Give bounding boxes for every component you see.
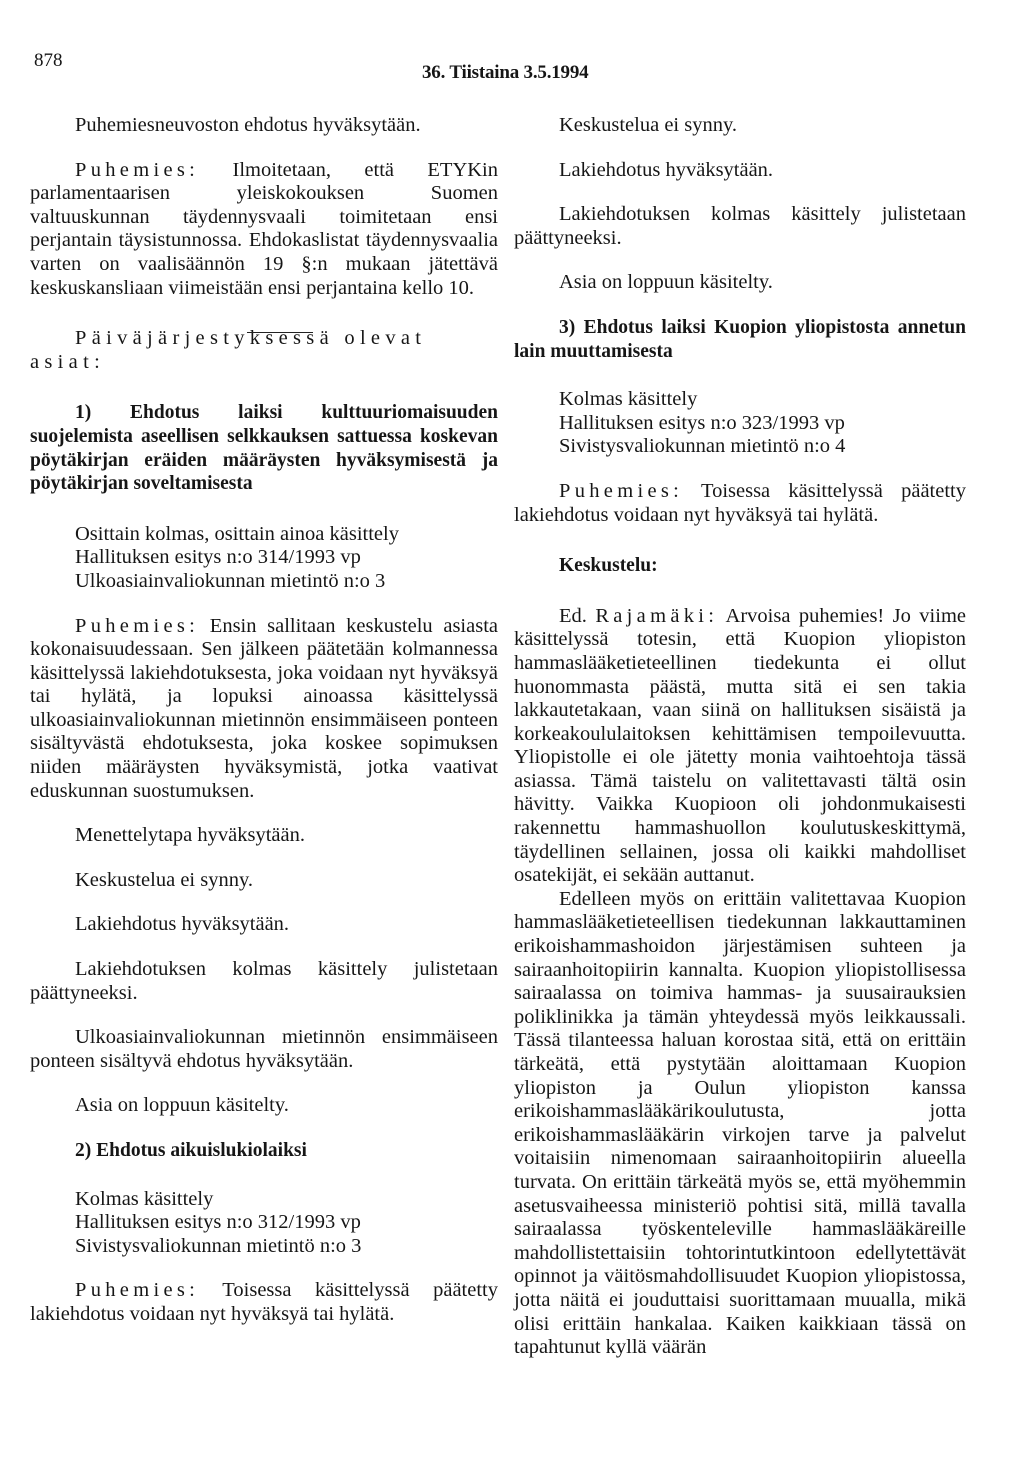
item2-committee: Sivistysvaliokunnan mietintö n:o 3 [75,1234,362,1257]
speech-paragraph-2: Edelleen myös on erittäin valitettavaa Kuopion hammaslääketieteellisen tiedekunnan lakkauttaminen erikoishammashoidon järjestämisen suhteen ja sairaanhoitopiirin kannalta. Kuopion yliopistollisessa sairaalassa on toimiva hammas- ja suusairauksien poliklinikka ja tämän yhteydessä myös leikkaussali. Tässä tilanteessa haluan korostaa sitä, että on erittäin tärkeätä, että pystytään aloittamaan Kuopion yliopiston ja Oulun yliopiston kanssa erikoishammaslääkärikoulutusta, jotta erikoishammaslääkärin virkojen tarve ja palvelut voitaisiin nimenomaan sairaanhoitopiirin alueella turvata. On erittäin tärkeätä myös se, että myöhemmin asetusvaiheessa ministeriö pohtisi sitä, millä tavalla sairaalassa työskenteleville hammaslääkäreille mahdollistettaisiin tohtorintutkintoon edellytettävät opinnot ja väitösmahdollisuudet Kuopion yliopistossa, jotta näitä ei jouduttaisi suorittamaan muualla, mikä olisi erittäin hankalaa. Kaiken kaikkiaan tässä on tapahtunut kyllä väärän [514,887,966,1359]
statement-text: Ensin sallitaan keskustelu asiasta kokonaisuudessaan. Sen jälkeen päätetään kolmannessa käsittelyssä lakiehdotuksesta, joka voidaan nyt hyväksyä tai hylätä, ja lopuksi ainoassa käsittelyssä ulkoasiainvaliokunnan mietinnön ensimmäiseen ponteen sisältyvästä ehdotuksesta, joka koskee sopimuksen niiden määräysten hyväksymistä, jotka vaativat eduskunnan suostumuksen. [30,614,498,802]
statement-text: Toisessa käsittelyssä päätetty lakiehdotus voidaan nyt hyväksyä tai hylätä. [514,479,966,526]
item1-bill: Hallituksen esitys n:o 314/1993 vp [75,546,361,569]
left-column [30,114,498,1327]
item1-speaker-statement [30,615,498,804]
item2-reference [30,1188,498,1259]
no-discussion: Keskustelua ei synny. [559,114,738,136]
committee-proposal-approved: Ulkoasiainvaliokunnan mietinnön ensimmäiseen ponteen sisältyvä ehdotus hyväksytään. [30,1026,498,1072]
item3-bill: Hallituksen esitys n:o 323/1993 vp [559,411,845,434]
matter-concluded: Asia on loppuun käsitelty. [75,1094,289,1117]
council-proposal-approved: Puhemiesneuvoston ehdotus hyväksytään. [75,114,421,136]
item3-reference [514,388,966,459]
item2-title: 2) Ehdotus aikuislukiolaiksi [75,1140,307,1161]
right-column [514,114,966,1360]
item2-bill: Hallituksen esitys n:o 312/1993 vp [75,1211,361,1234]
statement-text: Toisessa käsittelyssä päätetty lakiehdotus voidaan nyt hyväksyä tai hylätä. [30,1279,498,1325]
speaker-label: Puhemies: [559,479,684,502]
item1-reference [30,523,498,594]
speaker-label: Puhemies: [75,1279,200,1302]
page-number: 878 [34,50,63,71]
discussion-heading: Keskustelu: [559,555,658,577]
bill-approved: Lakiehdotus hyväksytään. [75,913,290,936]
no-discussion: Keskustelua ei synny. [75,868,254,891]
item3-committee: Sivistysvaliokunnan mietintö n:o 4 [559,435,846,458]
speaker-announcement [30,159,498,301]
third-reading-closed: Lakiehdotuksen kolmas käsittely julistetaan päättyneeksi. [514,203,966,249]
speech-speaker: Rajamäki: [595,604,719,627]
bill-approved: Lakiehdotus hyväksytään. [559,158,774,181]
item1-committee: Ulkoasiainvaliokunnan mietintö n:o 3 [75,569,386,592]
item3-stage: Kolmas käsittely [559,388,698,411]
speech-paragraph-1 [514,605,966,888]
speaker-label: Puhemies: [75,158,200,181]
item1-stage: Osittain kolmas, osittain ainoa käsittely [75,522,399,545]
item2-stage: Kolmas käsittely [75,1187,214,1210]
section-divider [247,332,313,333]
item3-speaker-statement [514,480,966,527]
running-title: 36. Tiistaina 3.5.1994 [422,62,589,83]
speech-prefix: Ed. [559,604,596,627]
speaker-label: Puhemies: [75,614,200,637]
third-reading-closed: Lakiehdotuksen kolmas käsittely julistetaan päättyneeksi. [30,958,498,1004]
speech-text: Arvoisa puhemies! Jo viime käsittelyssä totesin, että Kuopion yliopiston hammaslääketieteellinen tiedekunta ei ollut huonommasta päästä, mutta sitä ei sen takia lakkautetakaan, vaan siinä on hallituksen sisäistä ja korkeakoululaitoksen kehittämisen tempoilevuutta. Yliopistolle ei ole jätetty monia vaihtoehtoja tässä asiassa. Tämä taistelu on valitettavasti tältä osin hävitty. Vaikka Kuopioon oli johdonmukaisesti rakennettu hammashuollon koulutuskeskittymä, täydellinen sellainen, jossa oli kaikki mahdolliset osatekijät, ei sekään auttanut. [514,604,966,887]
item3-title: 3) Ehdotus laiksi Kuopion yliopistosta annetun lain muuttamisesta [514,316,966,362]
matter-concluded: Asia on loppuun käsitelty. [559,271,773,294]
item2-speaker-statement [30,1279,498,1326]
announcement-text: Ilmoitetaan, että ETYKin parlamentaarisen yleiskokouksen Suomen valtuuskunnan täydennysvaali toimitetaan ensi perjantain täysistunnossa. Ehdokaslistat täydennysvaalia varten on vaalisäännön 19 §:n mukaan jätettävä keskuskansliaan viimeistään ensi perjantaina kello 10. [30,158,498,299]
agenda-heading: Päiväjärjestyksessä olevat asiat: [30,327,427,373]
procedure-approved: Menettelytapa hyväksytään. [75,824,305,847]
item1-title: 1) Ehdotus laiksi kulttuuriomaisuuden suojelemista aseellisen selkkauksen sattuessa koskevan pöytäkirjan eräiden määräysten hyväksymisestä ja pöytäkirjan soveltamisesta [30,402,498,495]
